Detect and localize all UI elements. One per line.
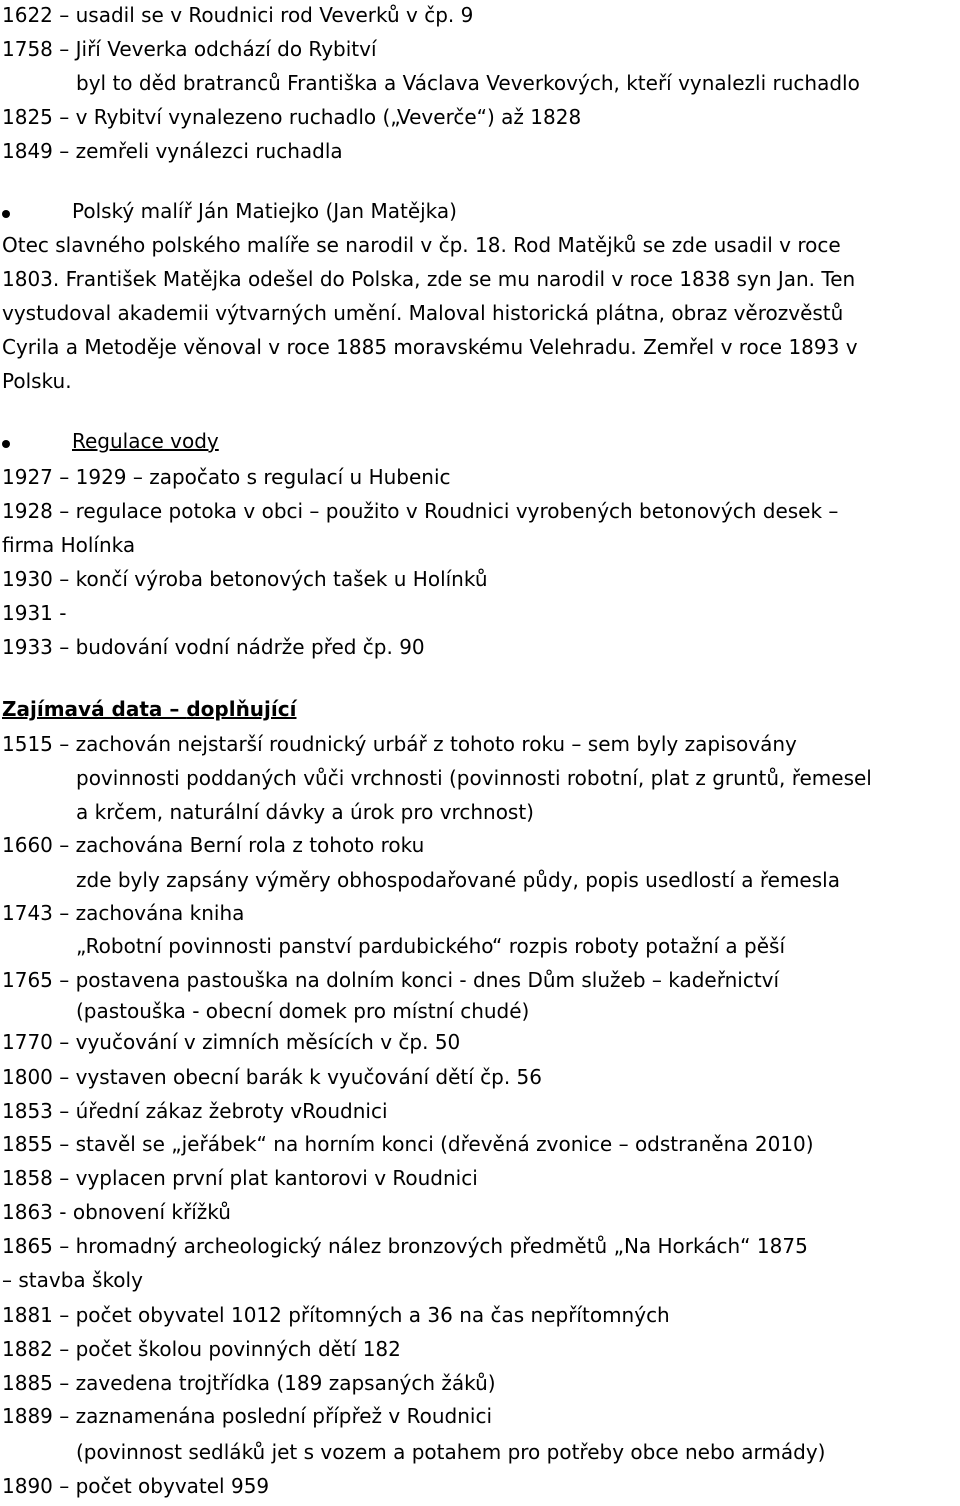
text-line: 1889 – zaznamenána poslední přípřež v Roudnici (2, 1404, 492, 1428)
text-line: (povinnost sedláků jet s vozem a potahem pro potřeby obce nebo armády) (76, 1440, 826, 1464)
section-title-regulace: Regulace vody (72, 429, 219, 453)
text-line: 1765 – postavena pastouška na dolním konci - dnes Dům služeb – kadeřnictví (2, 968, 780, 992)
text-line: – stavba školy (2, 1268, 143, 1292)
text-line: Cyrila a Metoděje věnoval v roce 1885 moravskému Velehradu. Zemřel v roce 1893 v (2, 335, 858, 359)
text-line: 1758 – Jiří Veverka odchází do Rybitví (2, 37, 377, 61)
text-line: 1855 – stavěl se „jeřábek“ na horním konci (dřevěná zvonice – odstraněna 2010) (2, 1132, 814, 1156)
text-line: povinnosti poddaných vůči vrchnosti (povinnosti robotní, plat z gruntů, řemesel (76, 766, 872, 790)
text-line: 1931 - (2, 601, 67, 625)
text-line: 1933 – budování vodní nádrže před čp. 90 (2, 635, 425, 659)
text-line: „Robotní povinnosti panství pardubického“ rozpis roboty potažní a pěší (76, 934, 786, 958)
section-heading-zajimava (2, 694, 296, 724)
heading-part: Zajímavá data – (2, 697, 187, 721)
section-title-matejko: Polský malíř Ján Matiejko (Jan Matějka) (72, 199, 457, 223)
text-line: 1849 – zemřeli vynálezci ruchadla (2, 139, 343, 163)
text-line: 1660 – zachována Berní rola z tohoto roku (2, 833, 425, 857)
text-line: 1853 – úřední zákaz žebroty vRoudnici (2, 1099, 388, 1123)
text-line: 1885 – zavedena trojtřídka (189 zapsaných žáků) (2, 1371, 496, 1395)
text-line: 1743 – zachována kniha (2, 901, 245, 925)
text-line: firma Holínka (2, 533, 136, 557)
text-line: 1803. František Matějka odešel do Polska, zde se mu narodil v roce 1838 syn Jan. Ten (2, 267, 856, 291)
text-line: 1890 – počet obyvatel 959 (2, 1474, 270, 1498)
text-line: vystudoval akademii výtvarných umění. Maloval historická plátna, obraz věrozvěstů (2, 301, 844, 325)
text-line: 1825 – v Rybitví vynalezeno ruchadlo („Veverče“) až 1828 (2, 105, 582, 129)
text-line: 1881 – počet obyvatel 1012 přítomných a 36 na čas nepřítomných (2, 1303, 670, 1327)
text-line: 1858 – vyplacen první plat kantorovi v Roudnici (2, 1166, 478, 1190)
heading-part: doplňující (186, 697, 297, 721)
text-line: 1865 – hromadný archeologický nález bronzových předmětů „Na Horkách“ 1875 (2, 1234, 808, 1258)
text-line: 1882 – počet školou povinných dětí 182 (2, 1337, 401, 1361)
text-line: 1622 – usadil se v Roudnici rod Veverků v čp. 9 (2, 3, 474, 27)
text-line: 1770 – vyučování v zimních měsících v čp. 50 (2, 1030, 461, 1054)
text-line: 1928 – regulace potoka v obci – použito v Roudnici vyrobených betonových desek – (2, 499, 839, 523)
text-line: 1800 – vystaven obecní barák k vyučování dětí čp. 56 (2, 1065, 542, 1089)
text-line: 1927 – 1929 – započato s regulací u Hubenic (2, 465, 451, 489)
text-line: Polsku. (2, 369, 72, 393)
bullet-icon (2, 440, 10, 448)
text-line: a krčem, naturální dávky a úrok pro vrchnost) (76, 800, 534, 824)
text-line: 1930 – končí výroba betonových tašek u Holínků (2, 567, 488, 591)
text-line: byl to děd bratranců Františka a Václava Veverkových, kteří vynalezli ruchadlo (76, 71, 860, 95)
bullet-icon (2, 210, 10, 218)
text-line: 1515 – zachován nejstarší roudnický urbář z tohoto roku – sem byly zapisovány (2, 732, 797, 756)
text-line: (pastouška - obecní domek pro místní chudé) (76, 999, 530, 1023)
text-line: Otec slavného polského malíře se narodil v čp. 18. Rod Matějků se zde usadil v roce (2, 233, 841, 257)
text-line: zde byly zapsány výměry obhospodařované půdy, popis usedlostí a řemesla (76, 868, 840, 892)
text-line: 1863 - obnovení křížků (2, 1200, 231, 1224)
